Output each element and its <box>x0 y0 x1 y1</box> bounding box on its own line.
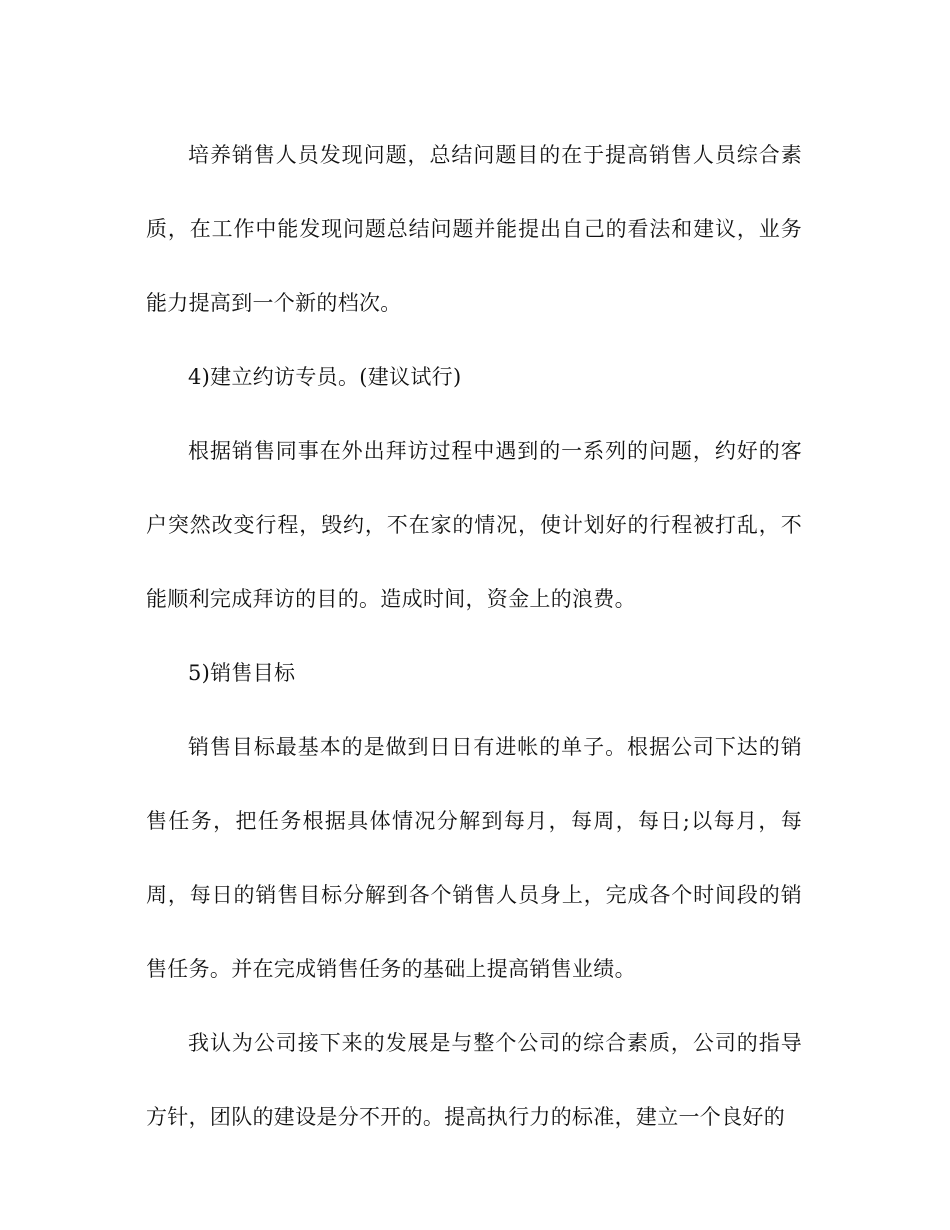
heading-sales-target: 5)销售目标 <box>188 661 296 685</box>
document-body <box>146 118 802 1154</box>
paragraph-company-development: 我认为公司接下来的发展是与整个公司的综合素质，公司的指导方针，团队的建设是分不开的。提高执行力的标准，建立一个良好的 <box>146 1031 802 1129</box>
paragraph-appointment-issues: 根据销售同事在外出拜访过程中遇到的一系列的问题，约好的客户突然改变行程，毁约，不在家的情况，使计划好的行程被打乱，不能顺利完成拜访的目的。造成时间，资金上的浪费。 <box>146 439 802 611</box>
paragraph-sales-target: 销售目标最基本的是做到日日有进帐的单子。根据公司下达的销售任务，把任务根据具体情况分解到每月，每周，每日;以每月，每周，每日的销售目标分解到各个销售人员身上，完成各个时间段的销售任务。并在完成销售任务的基础上提高销售业绩。 <box>146 735 802 981</box>
paragraph-problem-solving: 培养销售人员发现问题，总结问题目的在于提高销售人员综合素质，在工作中能发现问题总结问题并能提出自己的看法和建议，业务能力提高到一个新的档次。 <box>146 143 802 315</box>
heading-appointment-specialist: 4)建立约访专员。(建议试行) <box>188 365 462 389</box>
